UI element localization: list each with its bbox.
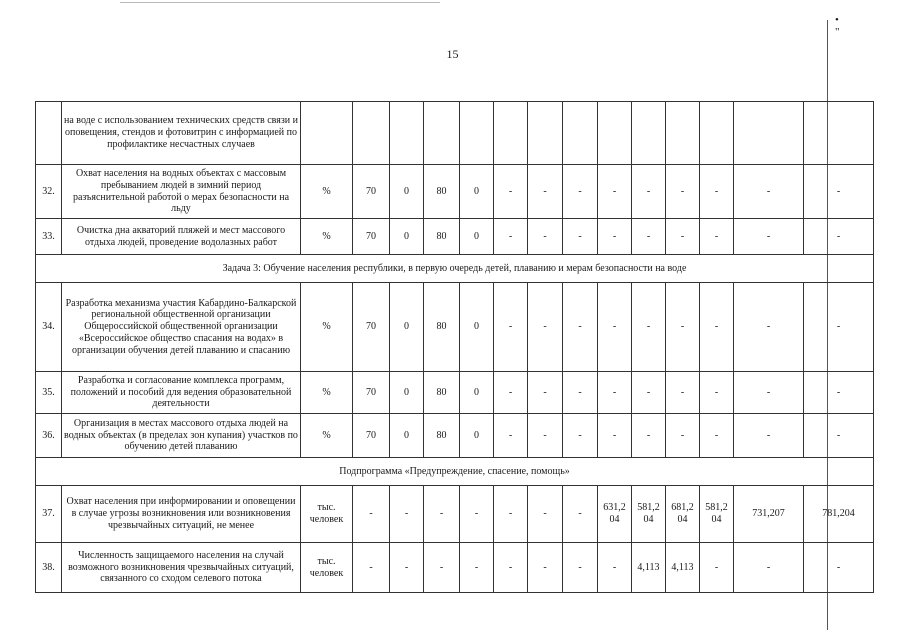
table-row	[36, 543, 874, 593]
table-row	[36, 486, 874, 543]
unit-cell: %	[301, 219, 353, 255]
row-number: 33.	[36, 219, 62, 255]
value-cell: 631,2 04	[598, 486, 632, 543]
value-cell: -	[424, 543, 460, 593]
value-cell: -	[528, 372, 563, 414]
section-row	[36, 255, 874, 283]
unit-cell: тыс. человек	[301, 543, 353, 593]
value-cell: -	[632, 372, 666, 414]
value-cell: -	[598, 283, 632, 372]
value-cell: -	[598, 165, 632, 219]
value-cell	[494, 102, 528, 165]
value-cell: -	[666, 283, 700, 372]
value-cell	[563, 102, 598, 165]
row-number: 38.	[36, 543, 62, 593]
value-cell: 0	[460, 414, 494, 458]
value-cell: -	[804, 414, 874, 458]
value-cell: -	[494, 414, 528, 458]
row-number: 32.	[36, 165, 62, 219]
value-cell: -	[390, 543, 424, 593]
value-cell: -	[804, 543, 874, 593]
value-cell	[390, 102, 424, 165]
value-cell	[804, 102, 874, 165]
value-cell: 581,2 04	[632, 486, 666, 543]
value-cell: 0	[390, 219, 424, 255]
value-cell: 70	[353, 372, 390, 414]
value-cell: -	[598, 414, 632, 458]
value-cell	[353, 102, 390, 165]
value-cell: -	[494, 543, 528, 593]
row-number: 34.	[36, 283, 62, 372]
value-cell: -	[700, 414, 734, 458]
unit-cell: %	[301, 165, 353, 219]
value-cell: -	[734, 165, 804, 219]
value-cell: -	[528, 414, 563, 458]
value-cell: -	[666, 219, 700, 255]
table-row	[36, 102, 874, 165]
value-cell: -	[598, 219, 632, 255]
value-cell: 70	[353, 414, 390, 458]
table-row	[36, 219, 874, 255]
value-cell	[666, 102, 700, 165]
value-cell: -	[666, 165, 700, 219]
indicator-name: Организация в местах массового отдыха людей на водных объектах (в пределах зон купания) участков по обучению детей плаванию	[62, 414, 301, 458]
value-cell: 0	[460, 283, 494, 372]
value-cell	[460, 102, 494, 165]
value-cell: -	[494, 165, 528, 219]
value-cell: -	[598, 543, 632, 593]
value-cell: -	[563, 283, 598, 372]
value-cell: 681,2 04	[666, 486, 700, 543]
value-cell	[734, 102, 804, 165]
value-cell: -	[494, 219, 528, 255]
unit-cell	[301, 102, 353, 165]
value-cell: -	[563, 219, 598, 255]
unit-cell: тыс. человек	[301, 486, 353, 543]
value-cell: -	[460, 543, 494, 593]
indicator-name: Разработка механизма участия Кабардино-Балкарской региональной общественной организации Общероссийской общественной организации «Всероссийское общество спасания на водах» в организации обучения детей плаванию и спасанию	[62, 283, 301, 372]
value-cell: -	[563, 165, 598, 219]
value-cell	[424, 102, 460, 165]
indicator-name: Охват населения на водных объектах с массовым пребыванием людей в зимний период разъяснительной работой о мерах безопасности на льду	[62, 165, 301, 219]
value-cell: -	[804, 283, 874, 372]
value-cell: -	[734, 219, 804, 255]
value-cell: -	[666, 372, 700, 414]
value-cell: -	[563, 414, 598, 458]
value-cell: 781,204	[804, 486, 874, 543]
value-cell: 70	[353, 219, 390, 255]
value-cell: -	[353, 486, 390, 543]
value-cell: 0	[460, 372, 494, 414]
table-row	[36, 165, 874, 219]
value-cell: -	[734, 372, 804, 414]
value-cell: 0	[390, 165, 424, 219]
value-cell: -	[460, 486, 494, 543]
unit-cell: %	[301, 372, 353, 414]
value-cell: -	[700, 165, 734, 219]
value-cell	[700, 102, 734, 165]
value-cell: -	[528, 219, 563, 255]
value-cell: 80	[424, 414, 460, 458]
value-cell: -	[494, 372, 528, 414]
value-cell: -	[734, 543, 804, 593]
page-number: 15	[446, 47, 459, 61]
value-cell: 4,113	[666, 543, 700, 593]
indicator-name: Охват населения при информировании и оповещении в случае угрозы возникновения или возникновения чрезвычайных ситуаций, не менее	[62, 486, 301, 543]
value-cell: -	[528, 543, 563, 593]
value-cell: 0	[460, 219, 494, 255]
table-row	[36, 414, 874, 458]
indicator-name: Численность защищаемого населения на случай возможного возникновения чрезвычайных ситуаций, связанного со сходом селевого потока	[62, 543, 301, 593]
value-cell: 0	[390, 414, 424, 458]
row-number	[36, 102, 62, 165]
unit-cell: %	[301, 283, 353, 372]
value-cell: -	[700, 283, 734, 372]
table-row	[36, 283, 874, 372]
row-number: 35.	[36, 372, 62, 414]
section-title: Задача 3: Обучение населения республики, в первую очередь детей, плаванию и мерам безопасности на воде	[36, 255, 874, 283]
value-cell: 80	[424, 372, 460, 414]
indicator-name: Очистка дна акваторий пляжей и мест массового отдыха людей, проведение водолазных работ	[62, 219, 301, 255]
value-cell	[598, 102, 632, 165]
value-cell: -	[598, 372, 632, 414]
value-cell: -	[734, 414, 804, 458]
value-cell: -	[700, 219, 734, 255]
value-cell: 80	[424, 219, 460, 255]
value-cell: -	[563, 543, 598, 593]
value-cell: -	[353, 543, 390, 593]
value-cell: -	[632, 414, 666, 458]
value-cell: 731,207	[734, 486, 804, 543]
value-cell: -	[632, 219, 666, 255]
table-row	[36, 372, 874, 414]
value-cell: 80	[424, 283, 460, 372]
unit-cell: %	[301, 414, 353, 458]
value-cell: 0	[390, 283, 424, 372]
value-cell: -	[804, 165, 874, 219]
section-row	[36, 458, 874, 486]
section-title: Подпрограмма «Предупреждение, спасение, помощь»	[36, 458, 874, 486]
row-number: 36.	[36, 414, 62, 458]
value-cell: -	[528, 165, 563, 219]
row-number: 37.	[36, 486, 62, 543]
value-cell: 70	[353, 165, 390, 219]
value-cell: 80	[424, 165, 460, 219]
corner-marks: • "	[835, 14, 870, 38]
value-cell: 70	[353, 283, 390, 372]
value-cell: -	[528, 486, 563, 543]
value-cell	[528, 102, 563, 165]
value-cell: -	[494, 486, 528, 543]
value-cell: 4,113	[632, 543, 666, 593]
scan-artifact-line	[120, 2, 440, 3]
value-cell: -	[494, 283, 528, 372]
value-cell: -	[424, 486, 460, 543]
indicator-name: Разработка и согласование комплекса программ, положений и пособий для ведения образовательной деятельности	[62, 372, 301, 414]
value-cell: -	[804, 219, 874, 255]
value-cell: -	[700, 543, 734, 593]
value-cell	[632, 102, 666, 165]
value-cell: -	[563, 372, 598, 414]
value-cell: -	[632, 283, 666, 372]
indicator-name: на воде с использованием технических средств связи и оповещения, стендов и фотовитрин с информацией по профилактике несчастных случаев	[62, 102, 301, 165]
value-cell: -	[700, 372, 734, 414]
value-cell: -	[390, 486, 424, 543]
value-cell: 581,2 04	[700, 486, 734, 543]
value-cell: -	[734, 283, 804, 372]
value-cell: -	[804, 372, 874, 414]
value-cell: 0	[460, 165, 494, 219]
value-cell: -	[666, 414, 700, 458]
value-cell: -	[632, 165, 666, 219]
value-cell: -	[563, 486, 598, 543]
indicators-table	[35, 101, 874, 593]
value-cell: -	[528, 283, 563, 372]
value-cell: 0	[390, 372, 424, 414]
